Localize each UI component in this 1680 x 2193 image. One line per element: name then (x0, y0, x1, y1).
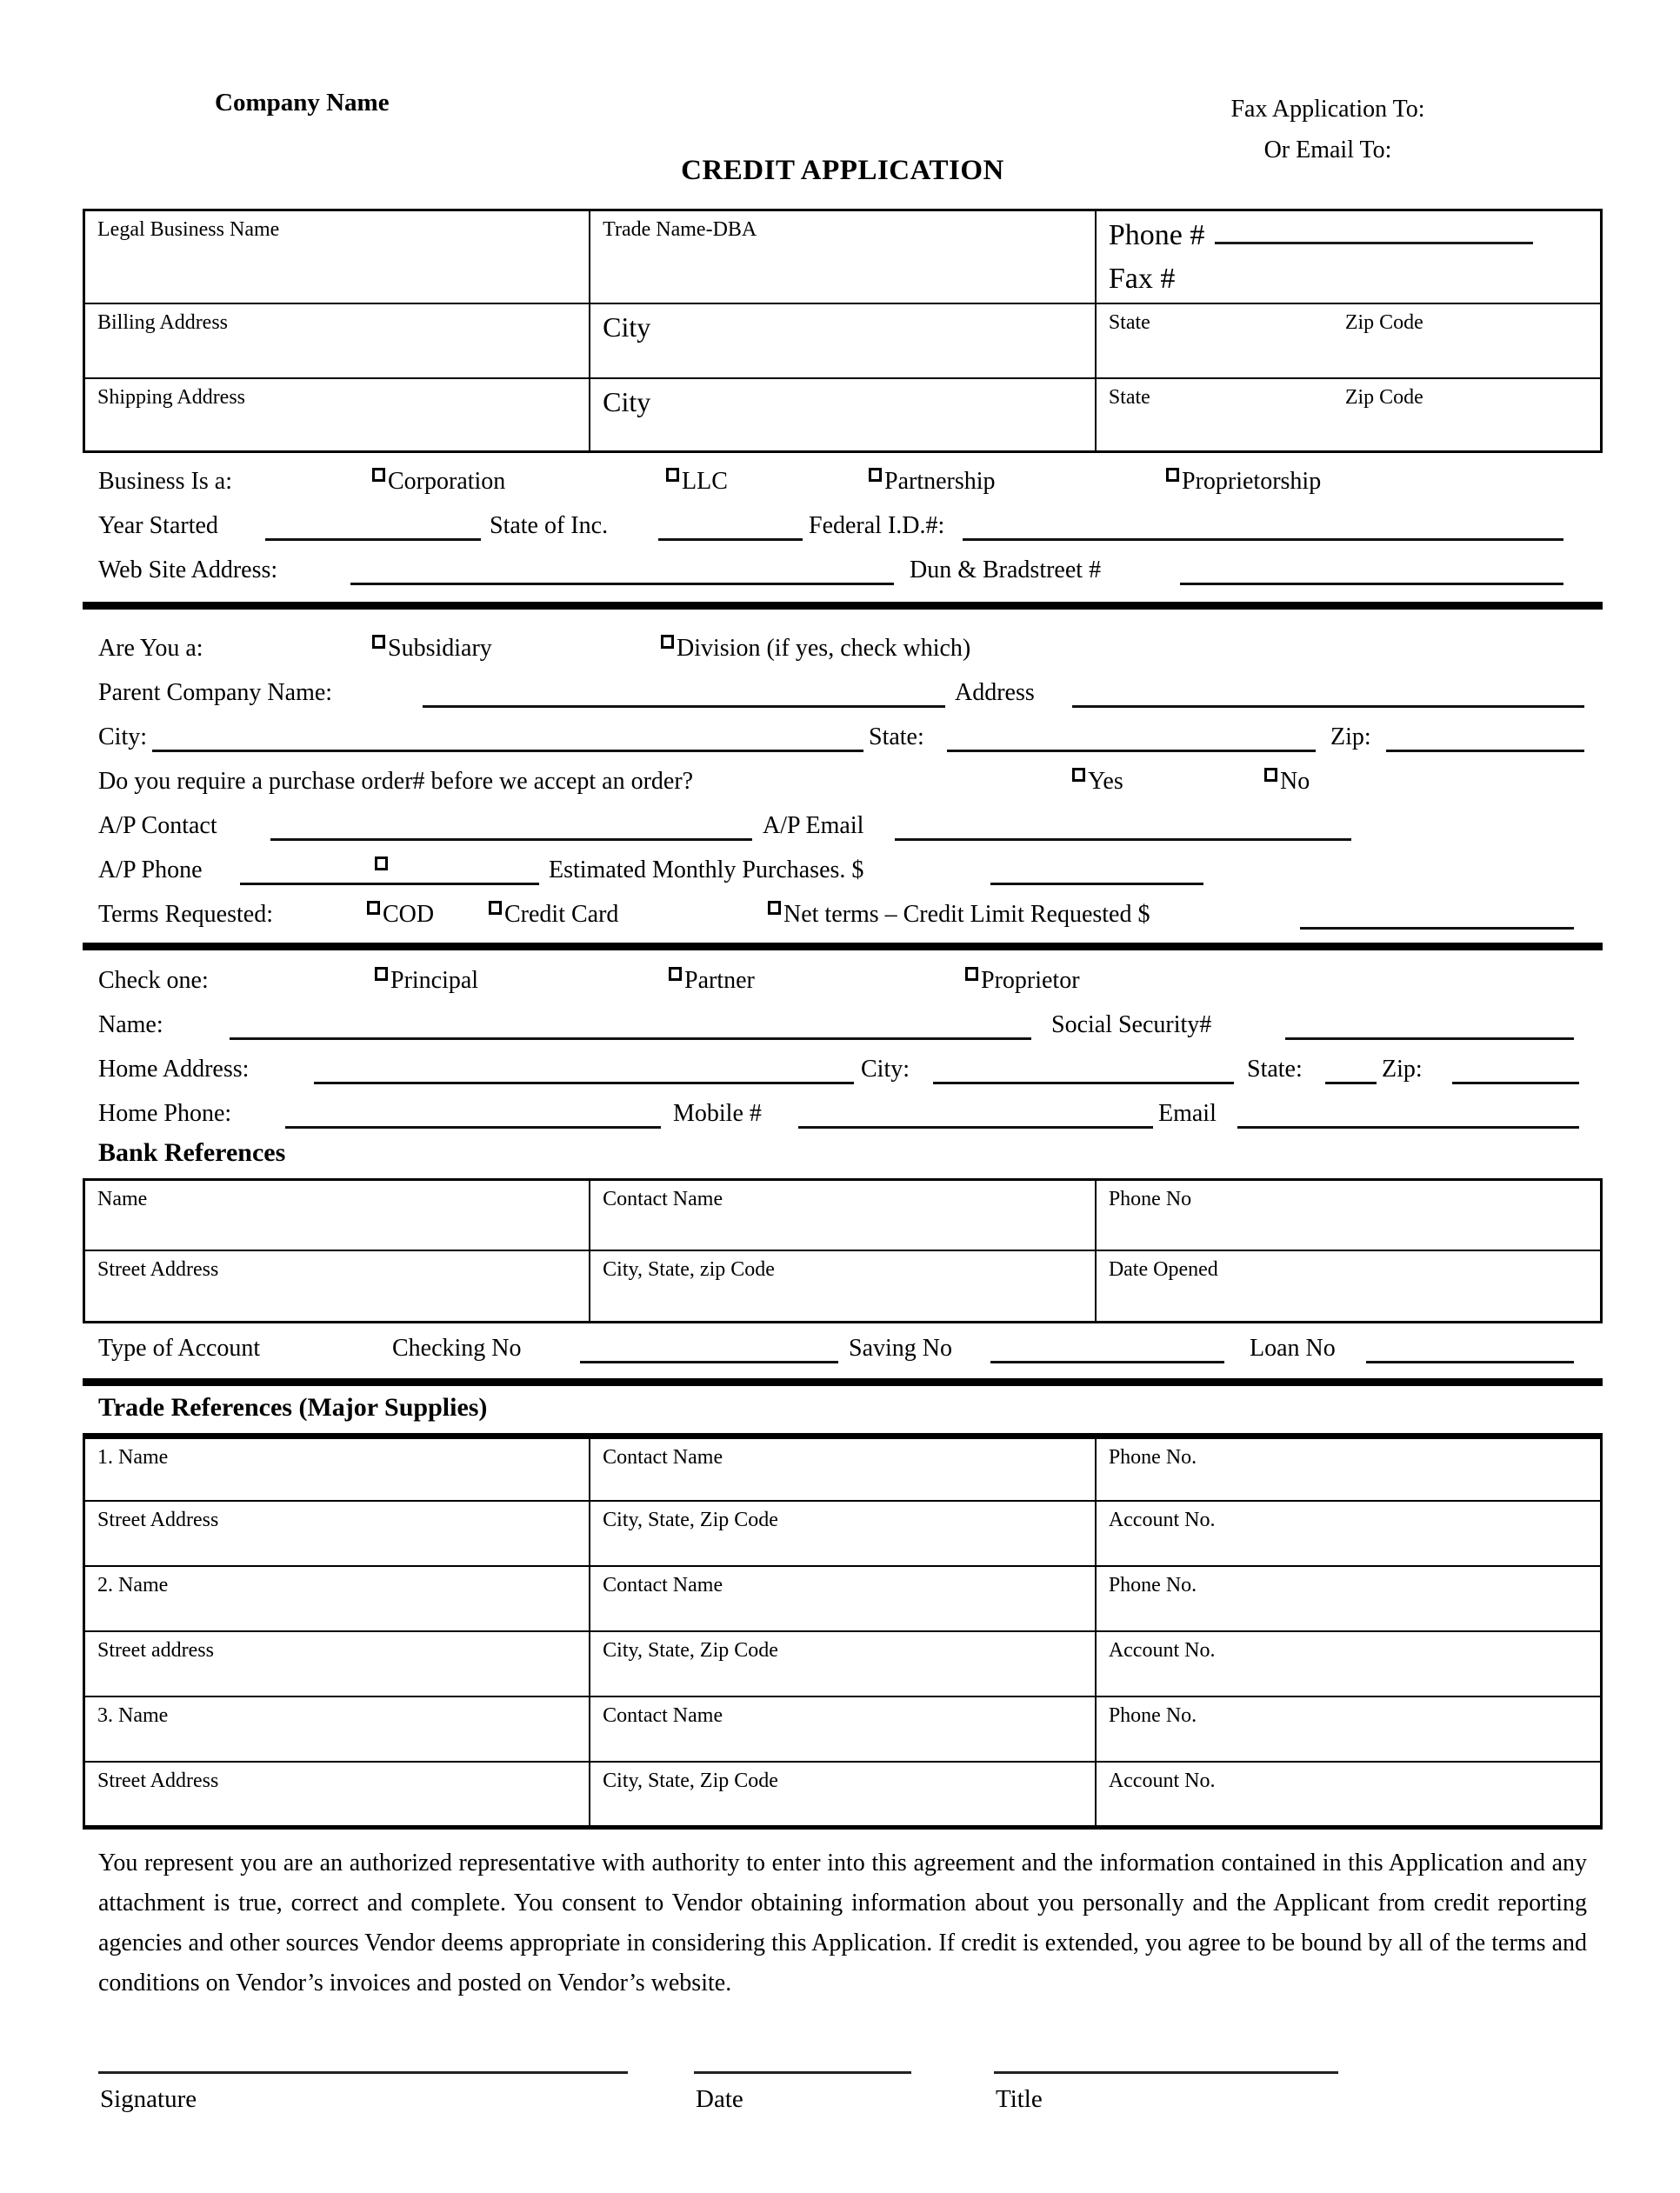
legal-business-name-cell[interactable] (84, 210, 590, 304)
city-label: City (603, 311, 651, 343)
saving-no-label: Saving No (849, 1334, 952, 1362)
trade-label: Account No. (1108, 1509, 1216, 1531)
corporation-checkbox[interactable] (372, 468, 385, 482)
subsidiary-option[interactable] (372, 635, 492, 663)
trade-label: City, State, Zip Code (603, 1509, 778, 1531)
credit-limit-field[interactable] (1300, 897, 1574, 930)
address-label: Address (955, 678, 1035, 706)
po-question-line (83, 762, 1603, 806)
federal-id-label: Federal I.D.#: (809, 511, 945, 539)
terms-requested-line (83, 895, 1603, 939)
no-checkbox[interactable] (1264, 768, 1277, 782)
trade-cell[interactable] (1096, 1566, 1602, 1631)
est-monthly-field[interactable] (990, 852, 1203, 885)
trade-label: Account No. (1108, 1639, 1216, 1662)
home-phone-label: Home Phone: (98, 1099, 232, 1127)
ssn-field[interactable] (1285, 1007, 1574, 1040)
bank-city-label: City, State, zip Code (603, 1258, 775, 1281)
title-field[interactable] (994, 2071, 1338, 2074)
city-field[interactable] (152, 719, 863, 752)
table-row (84, 1762, 1602, 1827)
trade-cell[interactable] (590, 1566, 1096, 1631)
phone-label: Phone # (1108, 219, 1205, 251)
website-line (83, 550, 1603, 595)
saving-no-field[interactable] (990, 1330, 1224, 1363)
est-monthly-label: Estimated Monthly Purchases. $ (549, 856, 864, 883)
email-field[interactable] (1237, 1096, 1579, 1129)
trade-label: Street Address (97, 1770, 219, 1792)
division-option[interactable] (661, 635, 970, 663)
address-field[interactable] (1072, 675, 1584, 708)
website-label: Web Site Address: (98, 556, 278, 583)
llc-option[interactable] (666, 468, 728, 496)
are-you-a-line (83, 629, 1603, 673)
state-label: State (1108, 311, 1150, 334)
fax-application-to: Fax Application To: (1230, 96, 1425, 123)
proprietorship-option[interactable] (1166, 468, 1321, 496)
table-row (84, 1179, 1602, 1250)
division-checkbox[interactable] (661, 635, 674, 649)
ssn-label: Social Security# (1051, 1010, 1212, 1038)
ap-email-label: A/P Email (763, 811, 864, 839)
parent-company-label: Parent Company Name: (98, 678, 333, 706)
phone-fax-cell[interactable] (1096, 210, 1602, 304)
trade-references-table (83, 1433, 1603, 1830)
partner-label: Partner (684, 966, 755, 994)
mobile-label: Mobile # (673, 1099, 762, 1127)
bank-references-heading: Bank References (98, 1137, 286, 1167)
table-row (84, 378, 1602, 451)
cod-label: COD (383, 900, 435, 928)
bank-references-table (83, 1178, 1603, 1323)
table-row (84, 1436, 1602, 1501)
are-you-a-label: Are You a: (98, 634, 203, 662)
signature-label: Signature (100, 2084, 197, 2113)
state-label: State: (1247, 1055, 1303, 1083)
check-one-line (83, 961, 1603, 1005)
bank-contact-label: Contact Name (603, 1187, 723, 1210)
state-of-inc-label: State of Inc. (490, 511, 609, 539)
llc-label: LLC (682, 467, 728, 495)
corporation-label: Corporation (388, 467, 506, 495)
city-label: City (603, 386, 651, 417)
credit-card-label: Credit Card (504, 900, 619, 928)
trade-label: 3. Name (97, 1704, 169, 1727)
ap-phone-checkbox[interactable] (375, 857, 388, 870)
section-divider (83, 1378, 1603, 1386)
ap-phone-line (83, 850, 1603, 895)
zip-label: Zip: (1330, 723, 1371, 750)
trade-name-label: Trade Name-DBA (603, 218, 757, 241)
partner-option[interactable] (669, 967, 755, 995)
trade-cell[interactable] (590, 1696, 1096, 1762)
ap-contact-field[interactable] (270, 808, 752, 841)
page-header (83, 0, 1603, 163)
bank-street-label: Street Address (97, 1258, 219, 1281)
city-label: City: (861, 1055, 910, 1083)
business-identity-table (83, 209, 1603, 453)
shipping-address-label: Shipping Address (97, 386, 246, 409)
trade-label: 2. Name (97, 1574, 169, 1596)
trade-name-cell[interactable] (590, 210, 1096, 304)
table-row (84, 1696, 1602, 1762)
table-row (84, 1631, 1602, 1696)
parent-company-field[interactable] (423, 675, 945, 708)
signature-field[interactable] (98, 2071, 628, 2074)
shipping-state-zip-cell[interactable] (1096, 378, 1602, 451)
mobile-field[interactable] (798, 1096, 1153, 1129)
date-label: Date (696, 2084, 743, 2113)
year-started-field[interactable] (265, 508, 481, 541)
trade-cell[interactable] (84, 1501, 590, 1566)
proprietorship-label: Proprietorship (1182, 467, 1322, 495)
principal-name-line (83, 1005, 1603, 1050)
po-no-option[interactable] (1264, 768, 1310, 796)
zip-field[interactable] (1386, 719, 1584, 752)
credit-application-page (83, 0, 1603, 2193)
email-label: Email (1158, 1099, 1217, 1127)
billing-state-zip-cell[interactable] (1096, 303, 1602, 378)
year-started-line (83, 506, 1603, 550)
trade-label: Street Address (97, 1509, 219, 1531)
legal-paragraph: You represent you are an authorized representative with authority to enter into this agreement and the information contained in this Application and any attachment is true, correct and complete. You consent to Vendor obtaining information about you personally and the Applicant from credit reporting agencies and other sources Vendor deems appropriate in considering this Application. If credit is extended, you agree to be bound by all of the terms and conditions on Vendor’s invoices and posted on Vendor’s website. (98, 1849, 1587, 1996)
home-address-label: Home Address: (98, 1055, 250, 1083)
trade-cell[interactable] (590, 1501, 1096, 1566)
trade-label: Phone No. (1108, 1574, 1197, 1596)
trade-label: Street address (97, 1639, 214, 1662)
bank-name-cell[interactable] (84, 1179, 590, 1250)
no-label: No (1280, 767, 1310, 795)
proprietor-checkbox[interactable] (965, 967, 978, 981)
trade-cell[interactable] (84, 1566, 590, 1631)
home-phone-line (83, 1094, 1603, 1138)
year-started-label: Year Started (98, 511, 218, 539)
table-row (84, 1501, 1602, 1566)
name-label: Name: (98, 1010, 163, 1038)
parent-company-line (83, 673, 1603, 717)
home-state-field[interactable] (1325, 1051, 1377, 1084)
subsidiary-label: Subsidiary (388, 634, 492, 662)
principal-label: Principal (390, 966, 479, 994)
type-of-account-line (83, 1329, 1603, 1373)
zip-code-label: Zip Code (1344, 386, 1423, 409)
loan-no-label: Loan No (1250, 1334, 1336, 1362)
check-one-label: Check one: (98, 966, 209, 994)
proprietorship-checkbox[interactable] (1166, 468, 1179, 482)
bank-phone-label: Phone No (1108, 1187, 1192, 1210)
fax-label: Fax # (1108, 263, 1176, 295)
dun-bradstreet-field[interactable] (1180, 552, 1563, 585)
bank-phone-cell[interactable] (1096, 1179, 1602, 1250)
trade-cell[interactable] (1096, 1696, 1602, 1762)
cod-option[interactable] (367, 901, 434, 929)
net-terms-checkbox[interactable] (768, 901, 781, 915)
trade-cell[interactable] (590, 1436, 1096, 1501)
corporation-option[interactable] (372, 468, 505, 496)
home-phone-field[interactable] (285, 1096, 661, 1129)
bank-street-cell[interactable] (84, 1250, 590, 1322)
trade-label: 1. Name (97, 1445, 169, 1469)
proprietor-option[interactable] (965, 967, 1080, 995)
table-row (84, 1250, 1602, 1322)
ap-phone-field[interactable] (240, 852, 539, 885)
trade-references-heading: Trade References (Major Supplies) (98, 1392, 488, 1422)
po-question-label: Do you require a purchase order# before we accept an order? (98, 767, 694, 795)
trade-cell[interactable] (1096, 1436, 1602, 1501)
website-field[interactable] (350, 552, 894, 585)
business-is-a-label: Business Is a: (98, 467, 232, 495)
llc-checkbox[interactable] (666, 468, 679, 482)
zip-code-label: Zip Code (1344, 311, 1423, 334)
state-label: State (1108, 386, 1150, 409)
po-yes-option[interactable] (1072, 768, 1123, 796)
partnership-label: Partnership (884, 467, 996, 495)
billing-address-label: Billing Address (97, 311, 229, 334)
section-divider (83, 602, 1603, 610)
credit-card-checkbox[interactable] (489, 901, 502, 915)
company-name: Company Name (215, 89, 390, 117)
table-row (84, 1566, 1602, 1631)
checking-no-label: Checking No (392, 1334, 522, 1362)
trade-label: Account No. (1108, 1770, 1216, 1792)
federal-id-field[interactable] (963, 508, 1563, 541)
trade-label: Contact Name (603, 1445, 723, 1469)
partnership-option[interactable] (869, 468, 996, 496)
table-row (84, 210, 1602, 304)
state-of-inc-field[interactable] (658, 508, 803, 541)
trade-label: Phone No. (1108, 1445, 1197, 1469)
partnership-checkbox[interactable] (869, 468, 882, 482)
state-field[interactable] (947, 719, 1316, 752)
or-email-to: Or Email To: (1263, 137, 1392, 163)
home-zip-field[interactable] (1452, 1051, 1579, 1084)
business-type-line (83, 462, 1603, 506)
credit-card-option[interactable] (489, 901, 618, 929)
trade-cell[interactable] (1096, 1631, 1602, 1696)
trade-cell[interactable] (84, 1436, 590, 1501)
loan-no-field[interactable] (1366, 1330, 1574, 1363)
bank-city-cell[interactable] (590, 1250, 1096, 1322)
net-terms-label: Net terms – Credit Limit Requested $ (783, 900, 1150, 928)
bank-date-opened-label: Date Opened (1108, 1258, 1218, 1281)
proprietor-label: Proprietor (981, 966, 1080, 994)
name-field[interactable] (230, 1007, 1031, 1040)
home-address-field[interactable] (314, 1051, 854, 1084)
type-of-account-label: Type of Account (98, 1334, 261, 1362)
yes-checkbox[interactable] (1072, 768, 1085, 782)
partner-checkbox[interactable] (669, 967, 682, 981)
bank-date-opened-cell[interactable] (1096, 1250, 1602, 1322)
home-address-line (83, 1050, 1603, 1094)
ap-contact-label: A/P Contact (98, 811, 217, 839)
bank-contact-cell[interactable] (590, 1179, 1096, 1250)
principal-checkbox[interactable] (375, 967, 388, 981)
zip-label: Zip: (1382, 1055, 1423, 1083)
trade-label: City, State, Zip Code (603, 1639, 778, 1662)
division-label: Division (if yes, check which) (677, 634, 971, 662)
trade-label: Contact Name (603, 1704, 723, 1727)
trade-label: City, State, Zip Code (603, 1770, 778, 1792)
date-field[interactable] (694, 2071, 911, 2074)
fax-email-block (1197, 89, 1458, 170)
shipping-address-cell[interactable] (84, 378, 590, 451)
trade-cell[interactable] (590, 1631, 1096, 1696)
trade-cell[interactable] (1096, 1501, 1602, 1566)
legal-business-name-label: Legal Business Name (97, 218, 280, 241)
home-city-field[interactable] (933, 1051, 1234, 1084)
trade-cell[interactable] (590, 1762, 1096, 1827)
city-label: City: (98, 723, 148, 750)
yes-label: Yes (1088, 767, 1123, 795)
trade-cell[interactable] (1096, 1762, 1602, 1827)
section-divider (83, 943, 1603, 950)
ap-contact-line (83, 806, 1603, 850)
checking-no-field[interactable] (580, 1330, 838, 1363)
trade-cell[interactable] (84, 1631, 590, 1696)
net-terms-option[interactable] (768, 901, 1150, 929)
billing-address-cell[interactable] (84, 303, 590, 378)
trade-cell[interactable] (84, 1762, 590, 1827)
dun-bradstreet-label: Dun & Bradstreet # (910, 556, 1102, 583)
bank-name-label: Name (97, 1187, 148, 1210)
phone-field[interactable] (1215, 218, 1533, 244)
subsidiary-checkbox[interactable] (372, 635, 385, 649)
page-title: CREDIT APPLICATION (681, 155, 1004, 186)
trade-label: Phone No. (1108, 1704, 1197, 1727)
terms-requested-label: Terms Requested: (98, 900, 273, 928)
table-row (84, 303, 1602, 378)
signature-block (83, 2071, 1603, 2193)
billing-city-cell[interactable] (590, 303, 1096, 378)
ap-phone-label: A/P Phone (98, 856, 203, 883)
trade-cell[interactable] (84, 1696, 590, 1762)
state-label: State: (869, 723, 924, 750)
ap-email-field[interactable] (895, 808, 1351, 841)
trade-label: Contact Name (603, 1574, 723, 1596)
cod-checkbox[interactable] (367, 901, 380, 915)
parent-city-line (83, 717, 1603, 762)
shipping-city-cell[interactable] (590, 378, 1096, 451)
principal-option[interactable] (375, 967, 478, 995)
title-label: Title (996, 2084, 1043, 2113)
